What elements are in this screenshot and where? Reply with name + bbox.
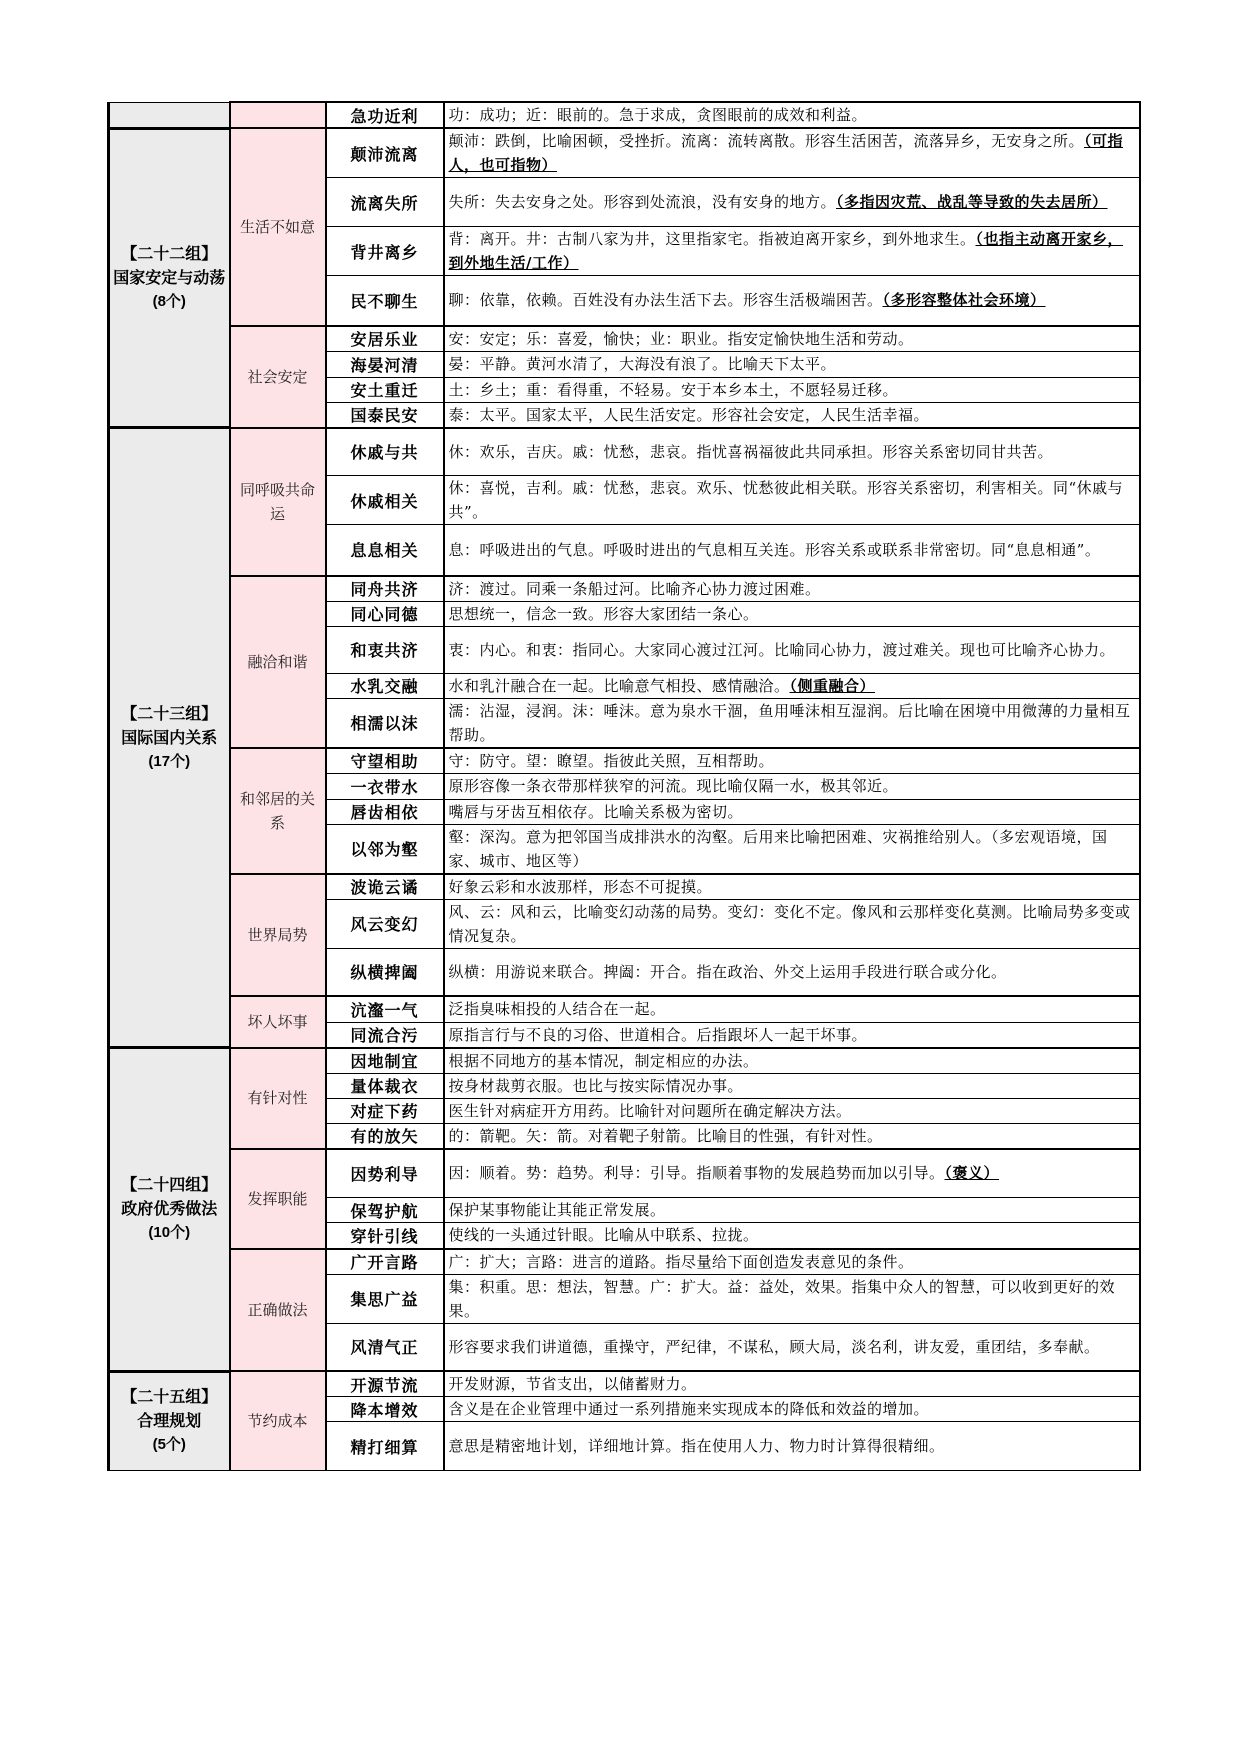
definition-cell — [444, 601, 1140, 626]
definition-cell — [444, 948, 1140, 996]
category-cell: 融洽和谐 — [230, 576, 326, 748]
definition-text: 原形容像一条衣带那样狭窄的河流。现比喻仅隔一水，极其邻近。 — [448, 777, 899, 795]
table-row — [109, 1371, 1140, 1397]
category-cell: 和邻居的关系 — [230, 748, 326, 874]
group-title: 【二十五组】 — [121, 1387, 218, 1407]
idiom-cell: 相濡以沫 — [326, 698, 444, 748]
idiom-cell: 纵横捭阖 — [326, 948, 444, 996]
idiom-cell: 集思广益 — [326, 1274, 444, 1323]
idiom-table — [107, 101, 1141, 1471]
definition-note: （褒义） — [944, 1164, 1000, 1183]
definition-text: 集：积重。思：想法，智慧。广：扩大。益：益处，效果。指集中众人的智慧，可以收到更好的效果。 — [448, 1277, 1116, 1320]
table-row — [109, 102, 1140, 128]
definition-cell — [444, 576, 1140, 602]
table-row — [109, 996, 1140, 1022]
idiom-cell: 息息相关 — [326, 525, 444, 576]
category-cell: 坏人坏事 — [230, 996, 326, 1048]
definition-cell — [444, 402, 1140, 428]
table-row — [109, 576, 1140, 602]
idiom-cell: 精打细算 — [326, 1422, 444, 1471]
category-cell: 有针对性 — [230, 1048, 326, 1149]
category-cell: 世界局势 — [230, 874, 326, 997]
idiom-cell: 保驾护航 — [326, 1198, 444, 1223]
group-title: 【二十四组】 — [121, 1175, 218, 1195]
definition-text: 晏：平静。黄河水清了，大海没有浪了。比喻天下太平。 — [448, 355, 837, 373]
definition-cell — [444, 102, 1140, 128]
definition-cell — [444, 1274, 1140, 1323]
definition-text: 使线的一头通过针眼。比喻从中联系、拉拢。 — [448, 1226, 759, 1245]
group-cell — [109, 1371, 230, 1471]
definition-cell — [444, 698, 1140, 748]
idiom-cell: 海晏河清 — [326, 351, 444, 377]
table-row — [109, 326, 1140, 352]
definition-cell — [444, 227, 1140, 276]
category-cell: 同呼吸共命运 — [230, 428, 326, 576]
idiom-cell: 因地制宜 — [326, 1048, 444, 1074]
idiom-cell: 以邻为壑 — [326, 824, 444, 874]
idiom-cell: 休戚与共 — [326, 428, 444, 476]
idiom-cell: 穿针引线 — [326, 1223, 444, 1249]
definition-cell — [444, 626, 1140, 673]
definition-text: 纵横：用游说来联合。捭阖：开合。指在政治、外交上运用手段进行联合或分化。 — [448, 962, 1007, 981]
idiom-cell: 唇齿相依 — [326, 799, 444, 824]
group-name: 合理规划 — [137, 1411, 202, 1431]
group-cell — [109, 1048, 230, 1372]
idiom-cell: 开源节流 — [326, 1371, 444, 1397]
definition-cell — [444, 824, 1140, 874]
definition-text: 风、云：风和云，比喻变幻动荡的局势。变幻：变化不定。像风和云那样变化莫测。比喻局势多变或情况复杂。 — [448, 902, 1131, 945]
definition-text: 濡：沾湿，浸润。沫：唾沫。意为泉水干涸，鱼用唾沫相互湿润。后比喻在困境中用微薄的力量相互帮助。 — [448, 701, 1131, 744]
group-name: 国际国内关系 — [121, 727, 218, 747]
idiom-cell: 量体裁衣 — [326, 1073, 444, 1098]
definition-cell — [444, 351, 1140, 377]
idiom-cell: 颠沛流离 — [326, 128, 444, 178]
definition-note: （也指主动离开家乡，到外地生活/工作） — [448, 230, 1124, 272]
category-cell: 发挥职能 — [230, 1149, 326, 1249]
category-cell: 正确做法 — [230, 1249, 326, 1372]
group-name: 国家安定与动荡 — [113, 267, 226, 287]
definition-text: 开发财源，节省支出，以储蓄财力。 — [448, 1375, 697, 1393]
idiom-cell: 安居乐业 — [326, 326, 444, 352]
group-count: (8个) — [152, 292, 186, 310]
definition-text: 颠沛：跌倒，比喻困顿，受挫折。流离：流转离散。形容生活困苦，流落异乡，无安身之所。 — [448, 132, 1085, 150]
definition-text: 守：防守。望：瞭望。指彼此关照，互相帮助。 — [448, 751, 775, 770]
definition-text: 息：呼吸进出的气息。呼吸时进出的气息相互关连。形容关系或联系非常密切。同“息息相通”。 — [448, 540, 1101, 559]
definition-text: 含义是在企业管理中通过一系列措施来实现成本的降低和效益的增加。 — [448, 1400, 930, 1418]
definition-text: 济：渡过。同乘一条船过河。比喻齐心协力渡过困难。 — [448, 579, 821, 598]
definition-text: 休：喜悦，吉利。戚：忧愁，悲哀。欢乐、忧愁彼此相关联。形容关系密切，利害相关。同“休戚与共”。 — [448, 479, 1124, 521]
definition-cell — [444, 476, 1140, 525]
category-cell: 生活不如意 — [230, 128, 326, 326]
definition-cell — [444, 1371, 1140, 1397]
definition-note: （侧重融合） — [789, 676, 876, 695]
idiom-cell: 水乳交融 — [326, 673, 444, 698]
idiom-cell: 和衷共济 — [326, 626, 444, 673]
idiom-cell: 广开言路 — [326, 1249, 444, 1275]
definition-cell — [444, 996, 1140, 1022]
idiom-cell: 同流合污 — [326, 1022, 444, 1048]
definition-cell — [444, 1397, 1140, 1422]
definition-cell — [444, 1198, 1140, 1223]
definition-cell — [444, 276, 1140, 326]
definition-cell — [444, 326, 1140, 352]
definition-text: 好象云彩和水波那样，形态不可捉摸。 — [448, 877, 713, 896]
group-count: (10个) — [148, 1224, 191, 1242]
definition-cell — [444, 1022, 1140, 1048]
idiom-table-body — [109, 102, 1140, 1471]
group-name: 政府优秀做法 — [121, 1199, 218, 1219]
definition-cell — [444, 899, 1140, 948]
idiom-cell: 同舟共济 — [326, 576, 444, 602]
definition-cell — [444, 377, 1140, 402]
idiom-cell: 背井离乡 — [326, 227, 444, 276]
definition-text: 功：成功；近：眼前的。急于求成，贪图眼前的成效和利益。 — [448, 106, 868, 124]
definition-cell — [444, 525, 1140, 576]
table-row — [109, 1048, 1140, 1074]
group-cell — [109, 128, 230, 428]
table-row — [109, 1149, 1140, 1198]
definition-text: 形容要求我们讲道德，重操守，严纪律，不谋私，顾大局，淡名利，讲友爱，重团结，多奉献。 — [448, 1337, 1100, 1356]
definition-text: 意思是精密地计划，详细地计算。指在使用人力、物力时计算得很精细。 — [448, 1437, 945, 1455]
group-count: (17个) — [148, 752, 191, 770]
definition-cell — [444, 1073, 1140, 1098]
definition-cell — [444, 1149, 1140, 1198]
definition-cell — [444, 428, 1140, 476]
idiom-cell: 因势利导 — [326, 1149, 444, 1198]
idiom-cell: 有的放矢 — [326, 1123, 444, 1149]
table-row — [109, 748, 1140, 774]
definition-cell — [444, 1098, 1140, 1123]
idiom-cell: 风清气正 — [326, 1323, 444, 1371]
definition-cell — [444, 673, 1140, 698]
definition-text: 根据不同地方的基本情况，制定相应的办法。 — [448, 1051, 759, 1070]
definition-cell — [444, 1123, 1140, 1149]
definition-cell — [444, 874, 1140, 900]
definition-text: 因：顺着。势：趋势。利导：引导。指顺着事物的发展趋势而加以引导。 — [448, 1164, 945, 1183]
definition-cell — [444, 748, 1140, 774]
category-cell: 社会安定 — [230, 326, 326, 428]
category-cell — [230, 102, 326, 128]
group-title: 【二十二组】 — [121, 243, 218, 263]
definition-cell — [444, 1249, 1140, 1275]
definition-text: 休：欢乐，吉庆。戚：忧愁，悲哀。指忧喜祸福彼此共同承担。形容关系密切同甘共苦。 — [448, 442, 1054, 461]
definition-text: 背：离开。井：古制八家为井，这里指家宅。指被迫离开家乡，到外地求生。 — [448, 230, 976, 248]
definition-text: 聊：依靠，依赖。百姓没有办法生活下去。形容生活极端困苦。 — [448, 291, 883, 310]
definition-cell — [444, 178, 1140, 227]
definition-text: 泰：太平。国家太平，人民生活安定。形容社会安定，人民生活幸福。 — [448, 405, 930, 424]
definition-cell — [444, 1323, 1140, 1371]
definition-text: 泛指臭味相投的人结合在一起。 — [448, 1000, 666, 1019]
table-row — [109, 874, 1140, 900]
idiom-cell: 守望相助 — [326, 748, 444, 774]
definition-text: 的：箭靶。矢：箭。对着靶子射箭。比喻目的性强，有针对性。 — [448, 1126, 883, 1145]
idiom-cell: 一衣带水 — [326, 773, 444, 799]
table-row — [109, 428, 1140, 476]
idiom-cell: 降本增效 — [326, 1397, 444, 1422]
idiom-cell: 急功近利 — [326, 102, 444, 128]
definition-note: （多指因灾荒、战乱等导致的失去居所） — [836, 193, 1108, 211]
table-row — [109, 128, 1140, 178]
definition-cell — [444, 773, 1140, 799]
idiom-cell: 沆瀣一气 — [326, 996, 444, 1022]
idiom-cell: 波诡云谲 — [326, 874, 444, 900]
category-cell: 节约成本 — [230, 1371, 326, 1471]
definition-text: 按身材裁剪衣服。也比与按实际情况办事。 — [448, 1076, 744, 1095]
definition-text: 广：扩大；言路：进言的道路。指尽量给下面创造发表意见的条件。 — [448, 1252, 914, 1271]
definition-text: 水和乳汁融合在一起。比喻意气相投、感情融洽。 — [448, 676, 790, 695]
definition-text: 原指言行与不良的习俗、世道相合。后指跟坏人一起干坏事。 — [448, 1025, 868, 1044]
definition-text: 嘴唇与牙齿互相依存。比喻关系极为密切。 — [448, 802, 744, 821]
idiom-cell: 民不聊生 — [326, 276, 444, 326]
definition-note: （多形容整体社会环境） — [882, 291, 1046, 310]
definition-cell — [444, 128, 1140, 178]
idiom-cell: 休戚相关 — [326, 476, 444, 525]
idiom-cell: 同心同德 — [326, 601, 444, 626]
definition-text: 思想统一，信念一致。形容大家团结一条心。 — [448, 604, 759, 623]
definition-cell — [444, 1048, 1140, 1074]
definition-text: 衷：内心。和衷：指同心。大家同心渡过江河。比喻同心协力，渡过难关。现也可比喻齐心协力。 — [448, 640, 1116, 659]
group-title: 【二十三组】 — [121, 703, 218, 723]
definition-text: 土：乡土；重：看得重，不轻易。安于本乡本土，不愿轻易迁移。 — [448, 380, 899, 399]
definition-cell — [444, 1422, 1140, 1471]
definition-text: 医生针对病症开方用药。比喻针对问题所在确定解决方法。 — [448, 1101, 852, 1120]
idiom-cell: 对症下药 — [326, 1098, 444, 1123]
group-cell — [109, 102, 230, 128]
idiom-cell: 流离失所 — [326, 178, 444, 227]
group-count: (5个) — [152, 1436, 186, 1454]
definition-text: 壑：深沟。意为把邻国当成排洪水的沟壑。后用来比喻把困难、灾祸推给别人。（多宏观语境，国家、城市、地区等） — [448, 827, 1108, 870]
definition-text: 失所：失去安身之处。形容到处流浪，没有安身的地方。 — [448, 193, 837, 211]
definition-cell — [444, 799, 1140, 824]
definition-text: 保护某事物能让其能正常发展。 — [448, 1201, 666, 1219]
definition-note: （可指人，也可指物） — [448, 132, 1124, 174]
idiom-cell: 风云变幻 — [326, 899, 444, 948]
table-row — [109, 1249, 1140, 1275]
group-cell — [109, 428, 230, 1048]
idiom-cell: 国泰民安 — [326, 402, 444, 428]
idiom-cell: 安土重迁 — [326, 377, 444, 402]
definition-text: 安：安定；乐：喜爱，愉快；业：职业。指安定愉快地生活和劳动。 — [448, 329, 914, 348]
definition-cell — [444, 1223, 1140, 1249]
